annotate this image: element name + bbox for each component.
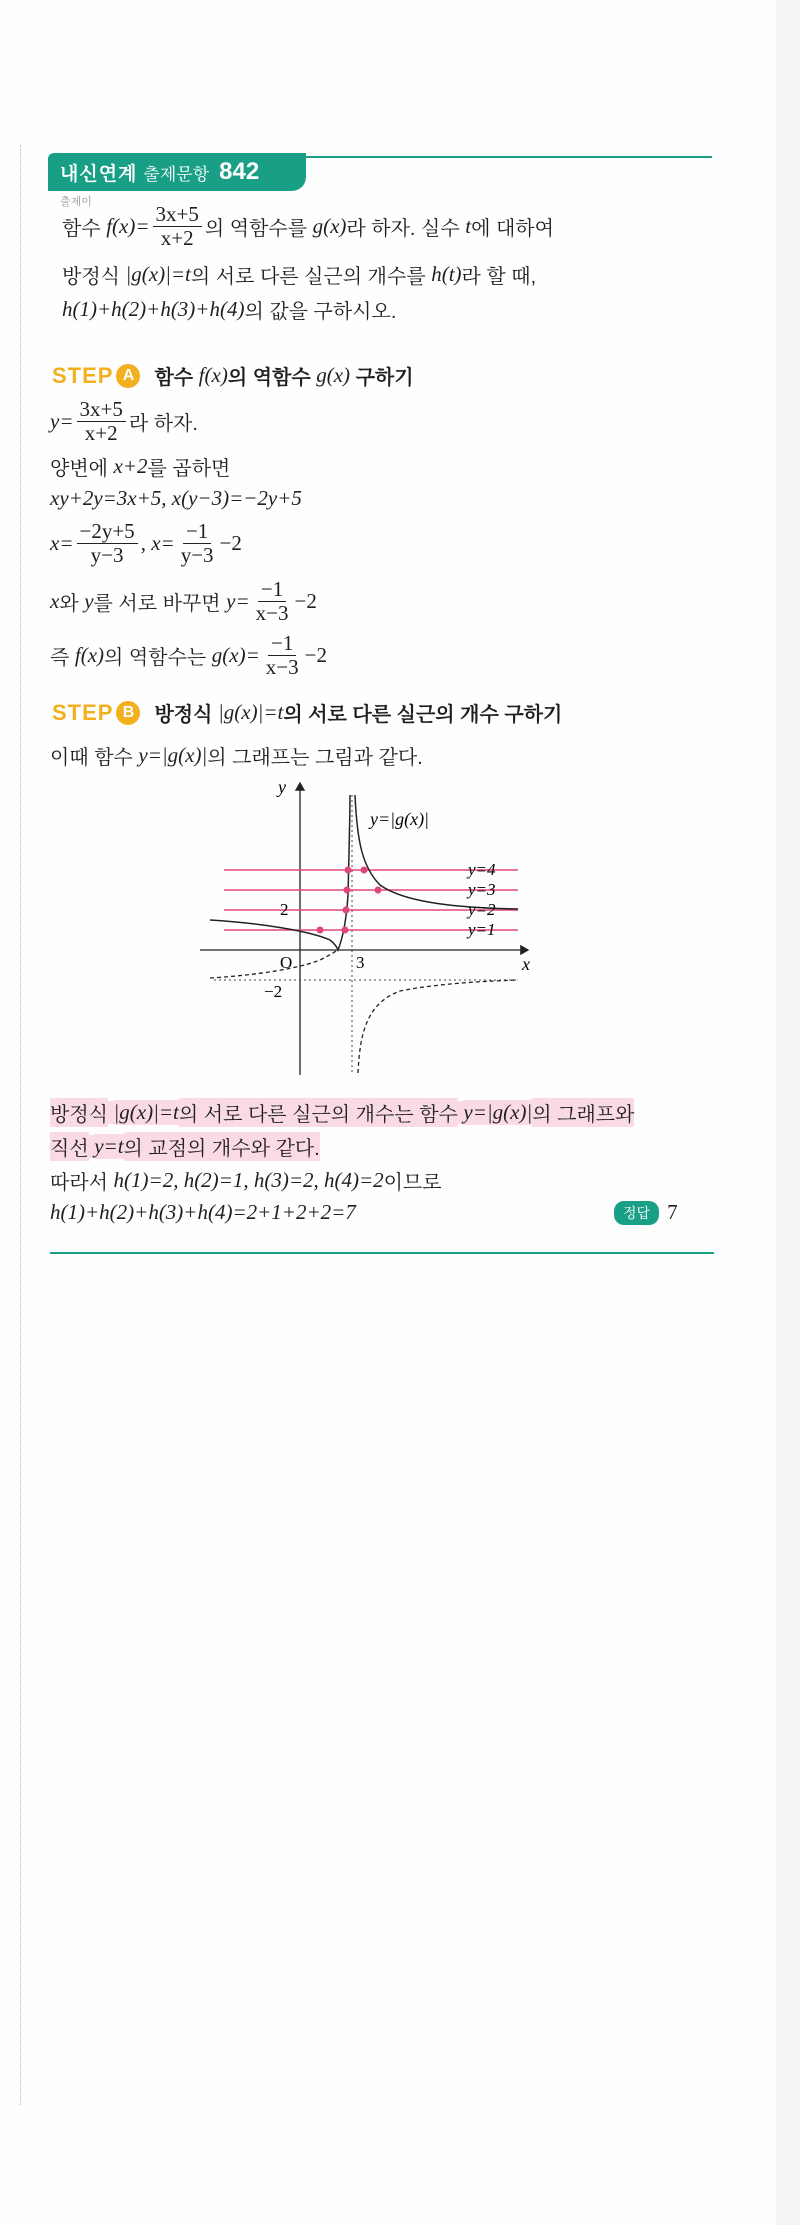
problem-line-3: h(1)+h(2)+h(3)+h(4) 의 값을 구하시오. xyxy=(62,297,397,323)
badge-label: 내신연계 xyxy=(60,163,138,185)
solution-a-line-2: 양변에 x+2 를 곱하면 xyxy=(50,454,231,480)
line-label-y4: y=4 xyxy=(468,860,496,879)
fraction: $\frac{-1}{y-3}$ xyxy=(180,519,214,568)
header-rule xyxy=(300,156,712,158)
highlight-line-1: 방정식 |g(x)|=t 의 서로 다른 실근의 개수는 함수 y=|g(x)| 의 그래프와 xyxy=(50,1100,635,1126)
abs-g-left xyxy=(210,795,350,950)
line-label-y1: y=1 xyxy=(468,920,496,939)
curve-label: y=|g(x)| xyxy=(370,809,430,829)
conclusion-line-1: 따라서 h(1)=2, h(2)=1, h(3)=2, h(4)=2 이므로 xyxy=(50,1168,442,1194)
intersection-point xyxy=(361,867,368,874)
problem-number: 842 xyxy=(219,158,260,185)
solution-a-line-1: y= $\frac{3x+5}{x+2}$ 라 하자. xyxy=(50,397,198,446)
tick-3: 3 xyxy=(356,953,365,972)
badge-sublabel: 출제문항 xyxy=(143,164,210,184)
answer xyxy=(614,1200,678,1225)
intersection-point xyxy=(343,907,350,914)
fraction: $\frac{3x+5}{x+2}$ xyxy=(153,203,202,250)
margin-rule xyxy=(20,145,21,2105)
fraction: $\frac{-1}{x-3}$ xyxy=(255,577,289,626)
answer-value: 7 xyxy=(667,1200,678,1224)
fraction: $\frac{-1}{x-3}$ xyxy=(265,631,299,680)
problem-line-1: 함수 f(x)= $\frac{3x+5}{x+2}$ 의 역함수를 g(x) 라 하자. 실수 t 에 대하여 xyxy=(62,202,554,251)
solution-b-intro: 이때 함수 y=|g(x)| 의 그래프는 그림과 같다. xyxy=(50,743,423,769)
fraction: $\frac{-2y+5}{y-3}$ xyxy=(77,520,138,567)
solution-a-line-6: 즉 f(x) 의 역함수는 g(x)= $\frac{-1}{x-3}$ −2 xyxy=(50,631,327,680)
graph-y-abs-g xyxy=(200,775,540,1080)
step-a-heading: STEP A 함수 f(x) 의 역함수 g(x) 구하기 xyxy=(52,362,414,389)
step-b-badge: B xyxy=(116,701,140,725)
origin-label: O xyxy=(280,953,293,972)
problem-badge xyxy=(48,153,306,191)
solution-a-line-5: x 와 y 를 서로 바꾸면 y= $\frac{-1}{x-3}$ −2 xyxy=(50,577,317,626)
line-label-y3: y=3 xyxy=(468,880,496,899)
tick-neg2: −2 xyxy=(264,982,283,1001)
g-right-dashed xyxy=(358,980,518,1073)
step-b-heading: STEP B 방정식 |g(x)|=t 의 서로 다른 실근의 개수 구하기 xyxy=(52,699,563,726)
badge-caption: 출제이 xyxy=(60,196,92,208)
highlight-line-2: 직선 y=t 의 교점의 개수와 같다. xyxy=(50,1134,320,1160)
step-a-badge: A xyxy=(116,364,140,388)
solution-a-line-3: xy+2y=3x+5, x(y−3)=−2y+5 xyxy=(50,486,302,510)
intersection-point xyxy=(375,887,382,894)
intersection-point xyxy=(317,927,324,934)
tick-2: 2 xyxy=(280,900,289,919)
bottom-rule xyxy=(50,1252,714,1254)
intersection-point xyxy=(345,867,352,874)
intersection-point xyxy=(342,927,349,934)
x-axis-label: x xyxy=(522,954,530,974)
y-axis-label: y xyxy=(278,777,286,797)
line-label-y2: y=2 xyxy=(468,900,496,919)
intersection-point xyxy=(344,887,351,894)
g-left-dashed xyxy=(210,950,338,978)
fraction: $\frac{3x+5}{x+2}$ xyxy=(77,398,126,445)
problem-line-2: 방정식 |g(x)|=t 의 서로 다른 실근의 개수를 h(t) 라 할 때, xyxy=(62,262,537,288)
conclusion-line-2: h(1)+h(2)+h(3)+h(4)=2+1+2+2=7 xyxy=(50,1200,356,1224)
solution-a-line-4: x= $\frac{-2y+5}{y-3}$ , x= $\frac{-1}{y-3}$ −2 xyxy=(50,519,242,568)
answer-badge: 정답 xyxy=(614,1201,659,1225)
